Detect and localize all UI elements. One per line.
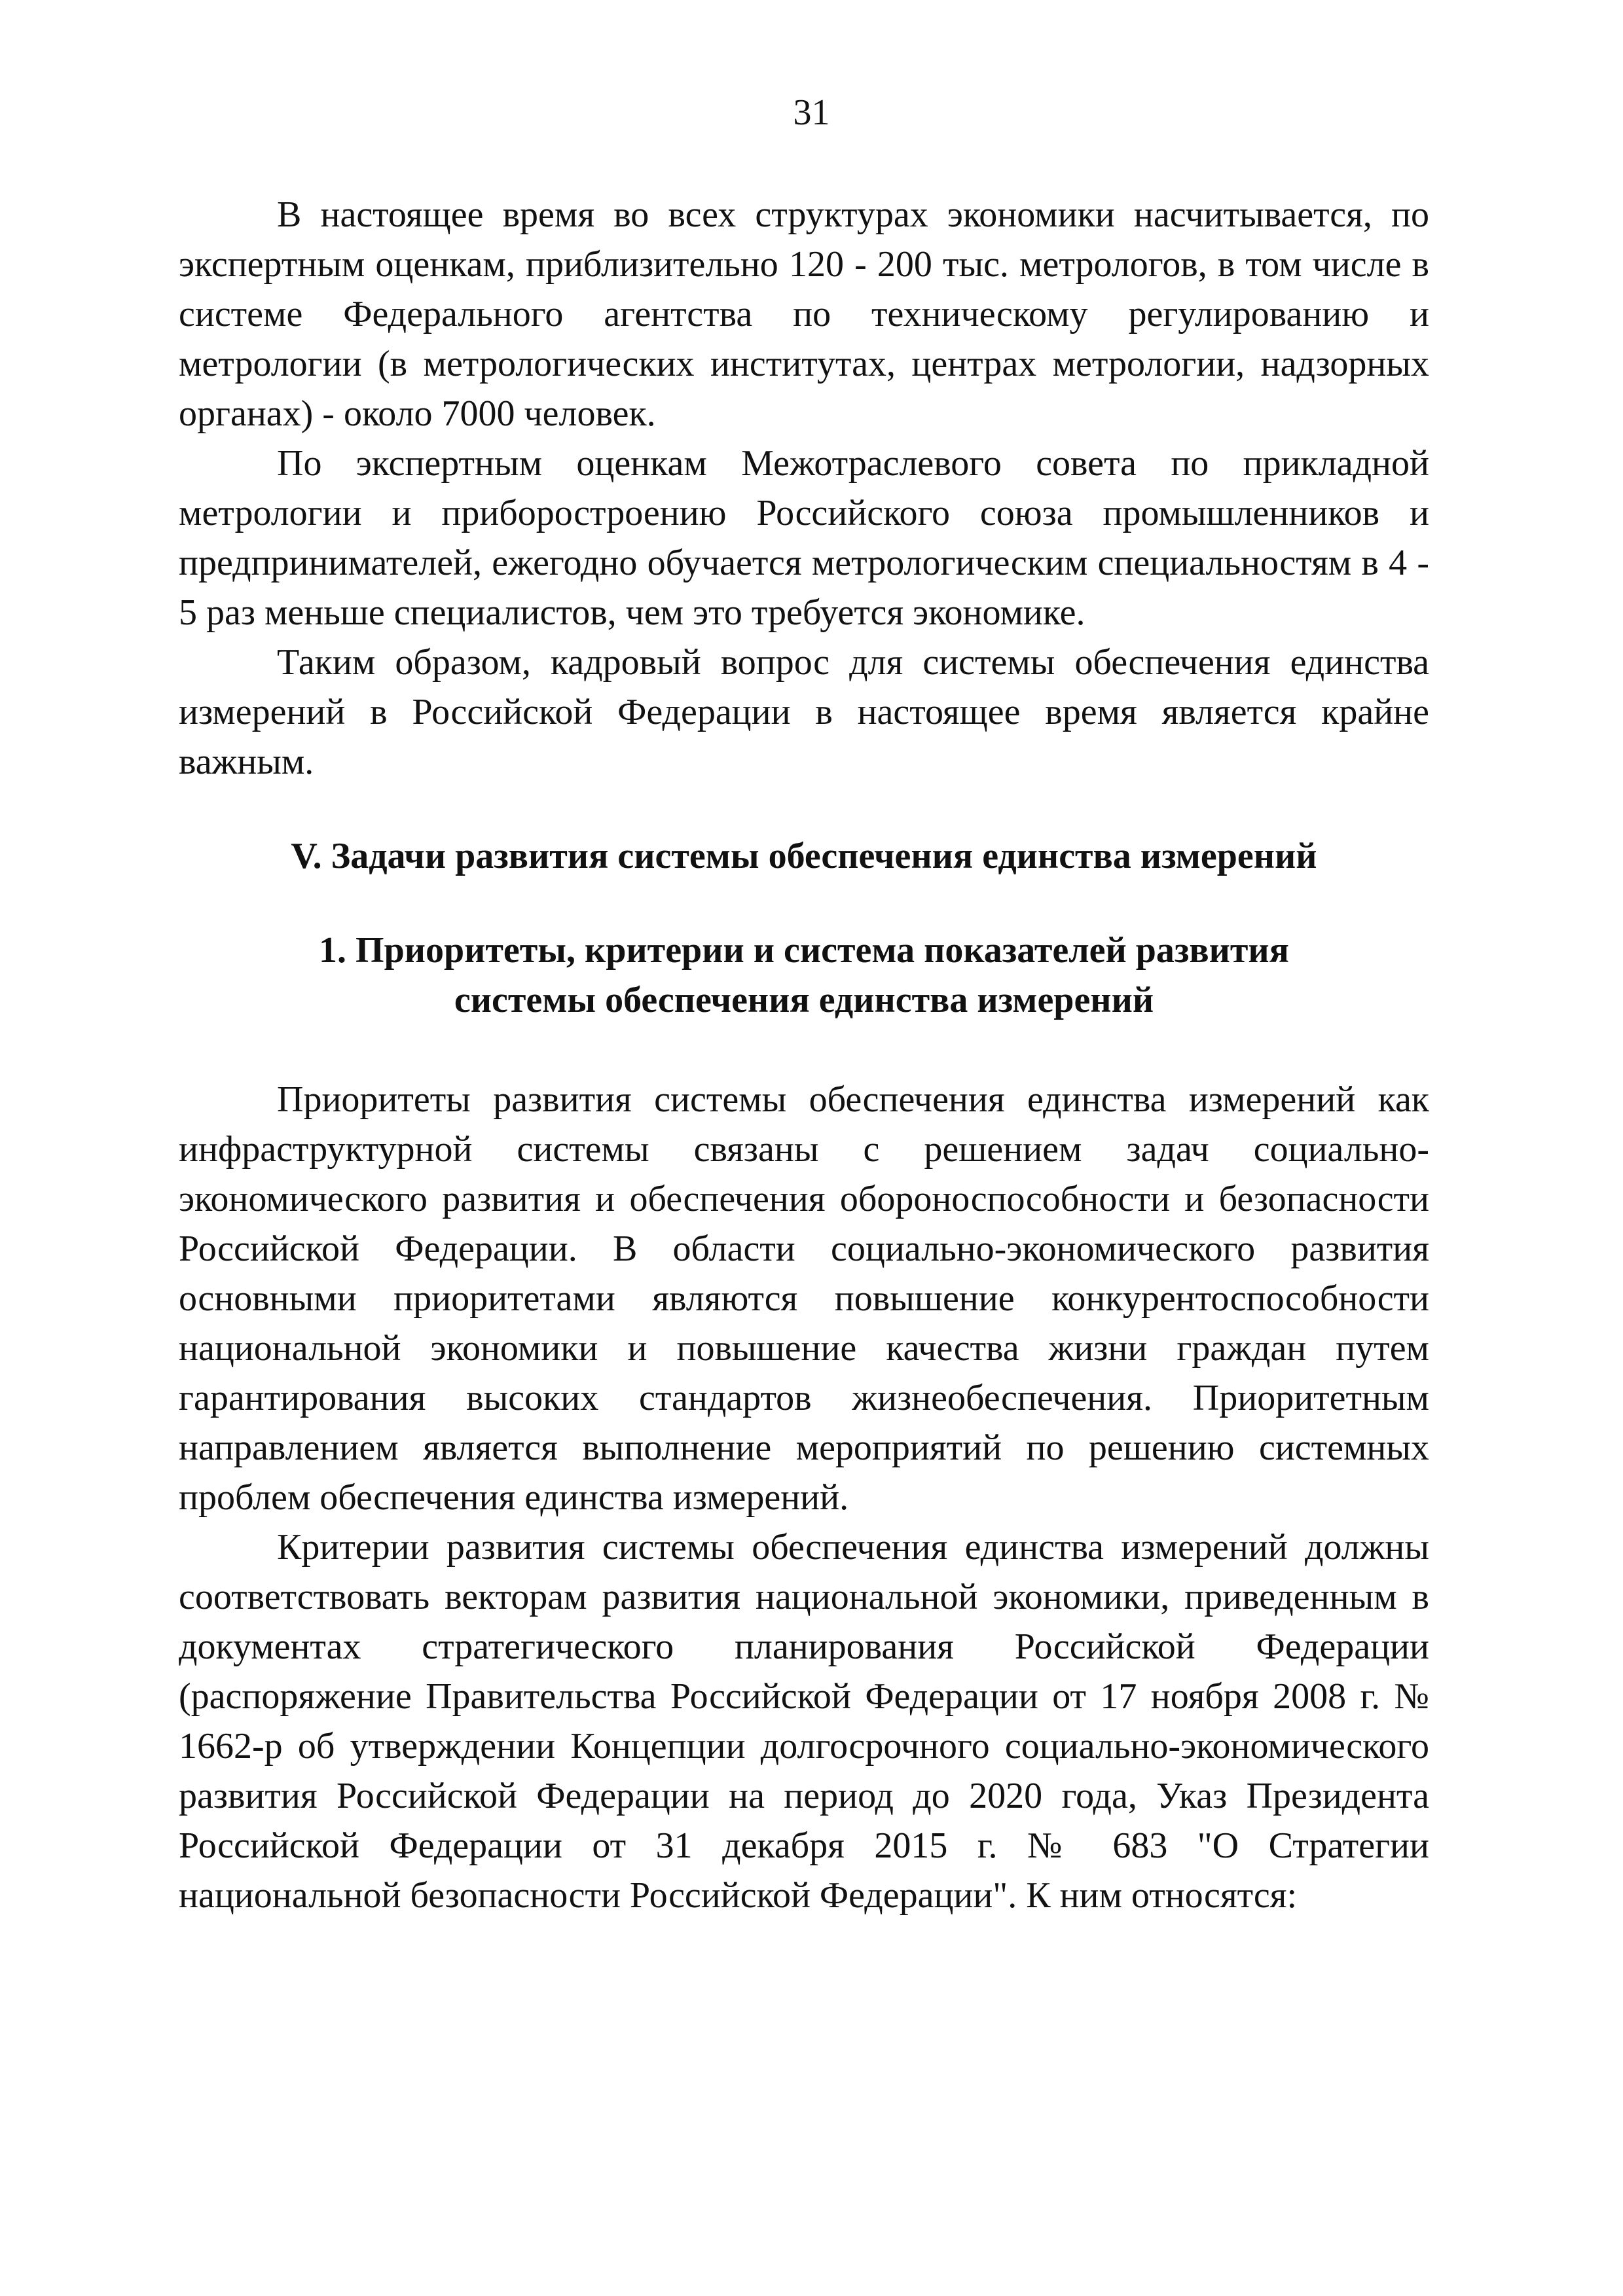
paragraph-metrologists-count: В настоящее время во всех структурах экономики насчитывается, по экспертным оценкам, приблизительно 120 - 200 тыс. метрологов, в том числе в системе Федерального агентства по техническому регулированию и метрологии (в метрологических институтах, центрах метрологии, надзорных органах) - около 7000 человек.	[179, 194, 1429, 434]
subsection-heading: 1. Приоритеты, критерии и система показателей развития системы обеспечения единства измерений	[319, 930, 1289, 1020]
document-body	[179, 190, 1429, 1920]
page-number: 31	[793, 92, 830, 133]
paragraph-priorities: Приоритеты развития системы обеспечения единства измерений как инфраструктурной системы связаны с решением задач социально-экономического развития и обеспечения обороноспособности и безопасности Российской Федерации. В области социально-экономического развития основными приоритетами являются повышение конкурентоспособности национальной экономики и повышение качества жизни граждан путем гарантирования высоких стандартов жизнеобеспечения. Приоритетным направлением является выполнение мероприятий по решению системных проблем обеспечения единства измерений.	[179, 1079, 1429, 1518]
section-heading: V. Задачи развития системы обеспечения единства измерений	[291, 836, 1317, 876]
paragraph-expert-estimates: По экспертным оценкам Межотраслевого совета по прикладной метрологии и приборостроению Российского союза промышленников и предпринимателей, ежегодно обучается метрологическим специальностям в 4 - 5 раз меньше специалистов, чем это требуется экономике.	[179, 443, 1429, 633]
paragraph-staffing-issue: Таким образом, кадровый вопрос для системы обеспечения единства измерений в Российской Федерации в настоящее время является крайне важным.	[179, 642, 1429, 782]
paragraph-criteria: Критерии развития системы обеспечения единства измерений должны соответствовать векторам развития национальной экономики, приведенным в документах стратегического планирования Российской Федерации (распоряжение Правительства Российской Федерации от 17 ноября 2008 г. № 1662-р об утверждении Концепции долгосрочного социально-экономического развития Российской Федерации на период до 2020 года, Указ Президента Российской Федерации от 31 декабря 2015 г. № 683 "О Стратегии национальной безопасности Российской Федерации". К ним относятся:	[179, 1527, 1429, 1916]
